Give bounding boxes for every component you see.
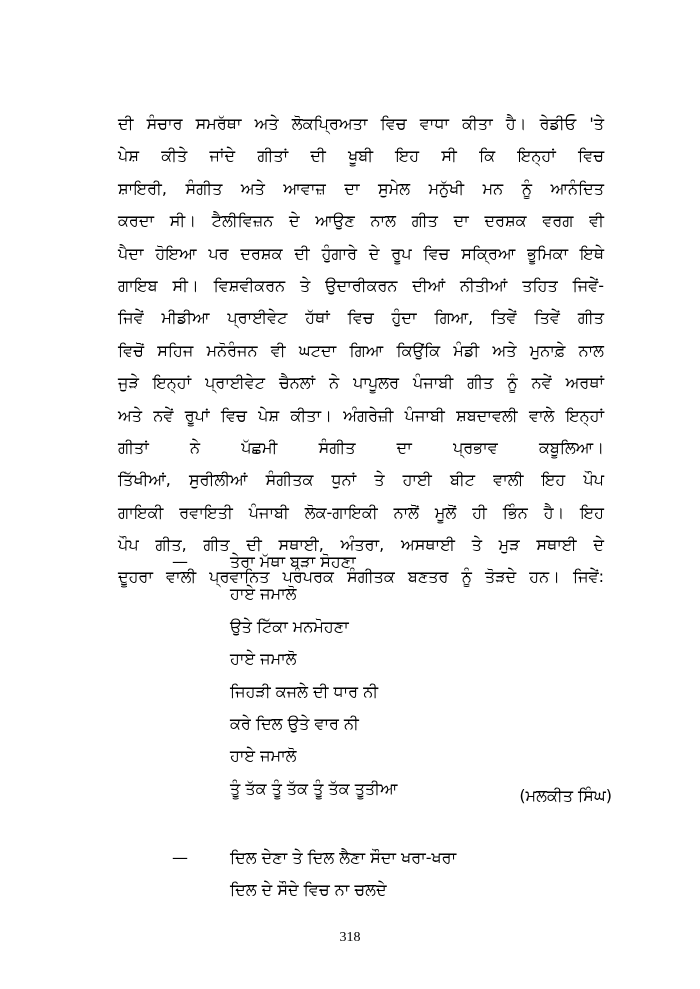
- poem-line: ਉਤੇ ਟਿੱਕਾ ਮਨਮੋਹਣਾ: [230, 616, 349, 636]
- paragraph-line: ਅਤੇ ਨਵੇਂ ਰੂਪਾਂ ਵਿਚ ਪੇਸ਼ ਕੀਤਾ। ਅੰਗਰੇਜ਼ੀ ਪੰਜਾਬੀ ਸ਼ਬਦਾਵਲੀ ਵਾਲੇ ਇਨ੍ਹਾਂ: [118, 405, 604, 425]
- poem-line: ਕਰੇ ਦਿਲ ਉਤੇ ਵਾਰ ਨੀ: [230, 713, 359, 733]
- paragraph-line: ਪੇਸ਼ ਕੀਤੇ ਜਾਂਦੇ ਗੀਤਾਂ ਦੀ ਖੂਬੀ ਇਹ ਸੀ ਕਿ ਇਨ੍ਹਾਂ ਵਿਚ: [118, 146, 604, 166]
- paragraph-line: ਪੌਪ ਗੀਤ, ਗੀਤ ਦੀ ਸਥਾਈ, ਅੰਤਰਾ, ਅਸਥਾਈ ਤੇ ਮੁੜ ਸਥਾਈ ਦੇ: [118, 535, 604, 555]
- paragraph-line: ਜਿਵੇਂ ਮੀਡੀਆ ਪ੍ਰਾਈਵੇਟ ਹੱਥਾਂ ਵਿਚ ਹੁੰਦਾ ਗਿਆ, ਤਿਵੇਂ ਤਿਵੇਂ ਗੀਤ: [118, 308, 604, 328]
- paragraph-line: ਜੁੜੇ ਇਨ੍ਹਾਂ ਪ੍ਰਾਈਵੇਟ ਚੈਨਲਾਂ ਨੇ ਪਾਪੂਲਰ ਪੰਜਾਬੀ ਗੀਤ ਨੂੰ ਨਵੇਂ ਅਰਥਾਂ: [118, 373, 604, 393]
- poem-line: ਜਿਹੜੀ ਕਜਲੇ ਦੀ ਧਾਰ ਨੀ: [230, 681, 379, 701]
- poem-line: ਦਿਲ ਦੇ ਸੌਦੇ ਵਿਚ ਨਾ ਚਲਦੇ: [230, 880, 387, 900]
- poem-credit: (ਮਲਕੀਤ ਸਿੰਘ): [519, 786, 612, 805]
- paragraph-line: ਕਰਦਾ ਸੀ। ਟੈਲੀਵਿਜ਼ਨ ਦੇ ਆਉਣ ਨਾਲ ਗੀਤ ਦਾ ਦਰਸ਼ਕ ਵਰਗ ਵੀ: [118, 211, 604, 231]
- poem-line: ਹਾਏ ਜਮਾਲੋ: [230, 649, 297, 669]
- poem-dash: —: [172, 848, 188, 867]
- paragraph-line: ਗਾਇਕੀ ਰਵਾਇਤੀ ਪੰਜਾਬੀ ਲੋਕ-ਗਾਇਕੀ ਨਾਲੋਂ ਮੂਲੋਂ ਹੀ ਭਿੰਨ ਹੈ। ਇਹ: [118, 502, 604, 522]
- poem-dash: —: [172, 552, 188, 571]
- paragraph-line: ਪੈਦਾ ਹੋਇਆ ਪਰ ਦਰਸ਼ਕ ਦੀ ਹੁੰਗਾਰੇ ਦੇ ਰੂਪ ਵਿਚ ਸਕ੍ਰਿਆ ਭੂਮਿਕਾ ਇਥੇ: [118, 243, 604, 263]
- paragraph-line: ਵਿਚੋਂ ਸਹਿਜ ਮਨੋਰੰਜਨ ਵੀ ਘਟਦਾ ਗਿਆ ਕਿਉਂਕਿ ਮੰਡੀ ਅਤੇ ਮੁਨਾਫ਼ੇ ਨਾਲ: [118, 340, 604, 360]
- paragraph-line: ਸ਼ਾਇਰੀ, ਸੰਗੀਤ ਅਤੇ ਆਵਾਜ਼ ਦਾ ਸੁਮੇਲ ਮਨੁੱਖੀ ਮਨ ਨੂੰ ਆਨੰਦਿਤ: [118, 178, 604, 198]
- paragraph-line: ਦੂਹਰਾ ਵਾਲੀ ਪ੍ਰਵਾਨਿਤ ਪਰੰਪਰਕ ਸੰਗੀਤਕ ਬਣਤਰ ਨੂੰ ਤੋੜਦੇ ਹਨ। ਜਿਵੇਂ:: [118, 567, 604, 587]
- body-paragraph: [118, 108, 604, 594]
- poem-line: ਤੇਰਾ ਮੱਥਾ ਬੜਾ ਸੋਹਣਾ: [230, 552, 356, 571]
- paragraph-line: ਦੀ ਸੰਚਾਰ ਸਮਰੱਥਾ ਅਤੇ ਲੋਕਪ੍ਰਿਅਤਾ ਵਿਚ ਵਾਧਾ ਕੀਤਾ ਹੈ। ਰੇਡੀਓ 'ਤੇ: [118, 114, 604, 133]
- paragraph-line: ਤਿੱਖੀਆਂ, ਸੁਰੀਲੀਆਂ ਸੰਗੀਤਕ ਧੁਨਾਂ ਤੇ ਹਾਈ ਬੀਟ ਵਾਲੀ ਇਹ ਪੌਪ: [118, 470, 604, 490]
- poem-lines: [230, 546, 397, 805]
- poem-line: ਦਿਲ ਦੇਣਾ ਤੇ ਦਿਲ ਲੈਣਾ ਸੌਦਾ ਖਰਾ-ਖਰਾ: [230, 848, 457, 867]
- poem-line: ਹਾਏ ਜਮਾਲੋ: [230, 584, 297, 604]
- poem-lines: [230, 842, 456, 907]
- poem-line: ਤੂੰ ਤੱਕ ਤੂੰ ਤੱਕ ਤੂੰ ਤੱਕ ਤੂਤੀਆ: [230, 778, 398, 798]
- paragraph-line: ਗਾਇਬ ਸੀ। ਵਿਸ਼ਵੀਕਰਨ ਤੇ ਉਦਾਰੀਕਰਨ ਦੀਆਂ ਨੀਤੀਆਂ ਤਹਿਤ ਜਿਵੇਂ-: [118, 275, 604, 295]
- poem-line: ਹਾਏ ਜਮਾਲੋ: [230, 746, 297, 766]
- page-number: 318: [339, 930, 361, 945]
- paragraph-line: ਗੀਤਾਂ ਨੇ ਪੱਛਮੀ ਸੰਗੀਤ ਦਾ ਪ੍ਰਭਾਵ ਕਬੂਲਿਆ।: [118, 437, 604, 457]
